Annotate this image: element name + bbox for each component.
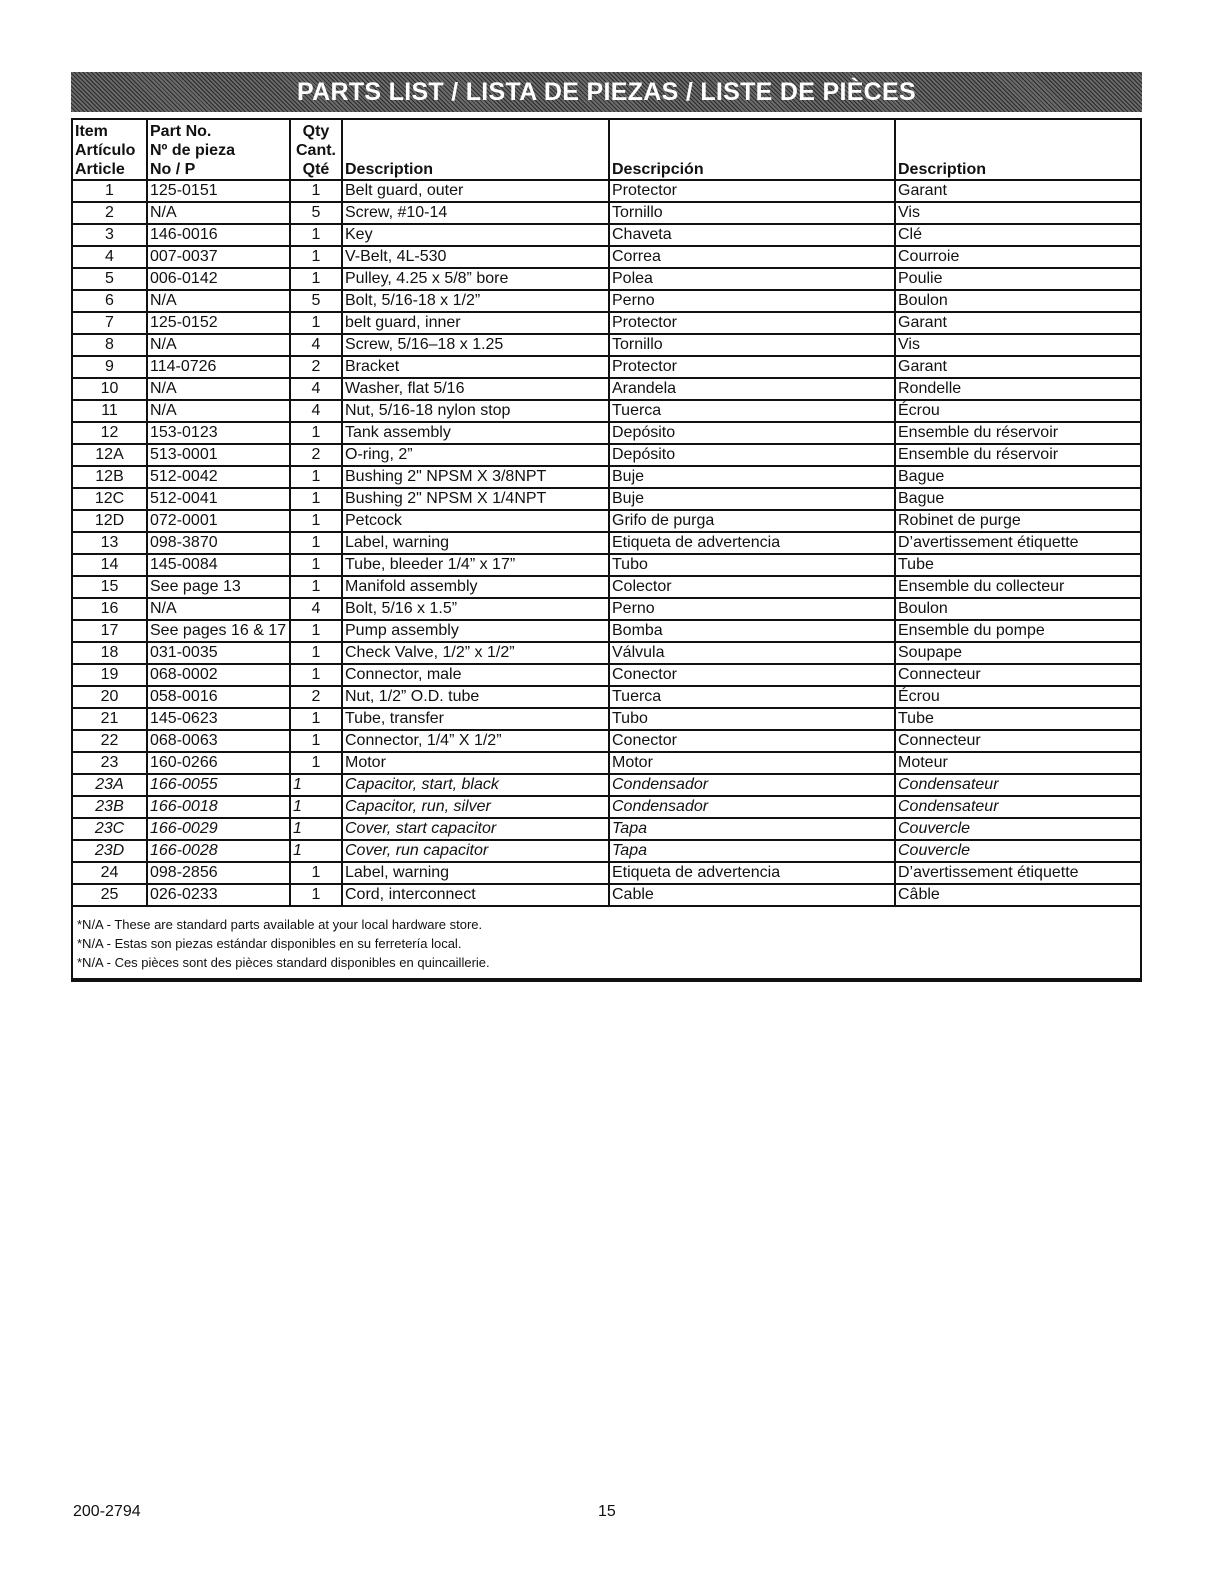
cell-item: 7	[73, 312, 147, 334]
cell-item: 5	[73, 268, 147, 290]
cell-description-es: Conector	[609, 730, 895, 752]
cell-item: 9	[73, 356, 147, 378]
cell-part-no: 026-0233	[147, 884, 290, 906]
cell-description-fr: Condensateur	[895, 796, 1140, 818]
cell-part-no: 006-0142	[147, 268, 290, 290]
cell-description-fr: Câble	[895, 884, 1140, 906]
cell-description-en: Screw, #10-14	[342, 202, 609, 224]
cell-part-no: 145-0623	[147, 708, 290, 730]
cell-description-en: O-ring, 2”	[342, 444, 609, 466]
cell-description-es: Etiqueta de advertencia	[609, 532, 895, 554]
cell-description-fr: Tube	[895, 554, 1140, 576]
cell-description-en: belt guard, inner	[342, 312, 609, 334]
cell-part-no: 512-0042	[147, 466, 290, 488]
table-row	[73, 312, 1140, 334]
cell-description-es: Tuerca	[609, 686, 895, 708]
cell-item: 16	[73, 598, 147, 620]
cell-description-fr: Clé	[895, 224, 1140, 246]
cell-description-en: Cover, run capacitor	[342, 840, 609, 862]
cell-description-es: Depósito	[609, 444, 895, 466]
cell-description-fr: Écrou	[895, 400, 1140, 422]
cell-description-fr: Couvercle	[895, 818, 1140, 840]
cell-description-es: Protector	[609, 180, 895, 202]
col-header-description-en: Description	[342, 120, 609, 180]
table-row	[73, 796, 1140, 818]
cell-qty: 1	[290, 642, 342, 664]
cell-description-en: Bracket	[342, 356, 609, 378]
cell-item: 12B	[73, 466, 147, 488]
cell-description-es: Tuerca	[609, 400, 895, 422]
cell-part-no: 166-0018	[147, 796, 290, 818]
cell-item: 2	[73, 202, 147, 224]
cell-description-es: Grifo de purga	[609, 510, 895, 532]
cell-description-en: Tank assembly	[342, 422, 609, 444]
table-row	[73, 224, 1140, 246]
cell-description-es: Buje	[609, 488, 895, 510]
cell-item: 12	[73, 422, 147, 444]
table-row	[73, 686, 1140, 708]
cell-qty: 1	[290, 708, 342, 730]
cell-description-fr: Ensemble du pompe	[895, 620, 1140, 642]
cell-qty: 1	[290, 510, 342, 532]
cell-qty: 4	[290, 378, 342, 400]
cell-item: 18	[73, 642, 147, 664]
cell-description-fr: Ensemble du réservoir	[895, 422, 1140, 444]
cell-description-en: Bushing 2" NPSM X 3/8NPT	[342, 466, 609, 488]
table-row	[73, 664, 1140, 686]
cell-qty: 1	[290, 884, 342, 906]
cell-description-fr: Boulon	[895, 598, 1140, 620]
cell-qty: 1	[290, 818, 342, 840]
cell-description-fr: Garant	[895, 180, 1140, 202]
cell-description-es: Condensador	[609, 796, 895, 818]
table-row	[73, 422, 1140, 444]
cell-description-fr: Connecteur	[895, 664, 1140, 686]
table-row	[73, 334, 1140, 356]
cell-description-es: Tubo	[609, 708, 895, 730]
table-row	[73, 862, 1140, 884]
footnote-row	[73, 906, 1140, 979]
cell-description-fr: Garant	[895, 356, 1140, 378]
cell-part-no: 513-0001	[147, 444, 290, 466]
cell-description-en: Label, warning	[342, 862, 609, 884]
col-header-item-es: Artículo	[75, 142, 136, 159]
cell-description-fr: Rondelle	[895, 378, 1140, 400]
cell-qty: 1	[290, 488, 342, 510]
cell-item: 23	[73, 752, 147, 774]
cell-item: 23C	[73, 818, 147, 840]
page-title: PARTS LIST / LISTA DE PIEZAS / LISTE DE PIÈCES	[297, 77, 916, 106]
table-row	[73, 620, 1140, 642]
cell-description-en: Nut, 1/2” O.D. tube	[342, 686, 609, 708]
cell-description-fr: Courroie	[895, 246, 1140, 268]
col-header-part-no	[147, 120, 290, 180]
table-row	[73, 840, 1140, 862]
cell-description-es: Condensador	[609, 774, 895, 796]
cell-part-no: 031-0035	[147, 642, 290, 664]
cell-item: 3	[73, 224, 147, 246]
table-row	[73, 356, 1140, 378]
cell-description-fr: Garant	[895, 312, 1140, 334]
parts-list-banner	[71, 72, 1142, 112]
table-row	[73, 444, 1140, 466]
cell-qty: 1	[290, 752, 342, 774]
cell-description-en: Screw, 5/16–18 x 1.25	[342, 334, 609, 356]
cell-description-es: Etiqueta de advertencia	[609, 862, 895, 884]
table-row	[73, 532, 1140, 554]
cell-part-no: 512-0041	[147, 488, 290, 510]
col-header-qty	[290, 120, 342, 180]
table-row	[73, 290, 1140, 312]
col-header-qty-es: Cant.	[296, 142, 336, 159]
table-row	[73, 268, 1140, 290]
parts-table-container	[71, 118, 1142, 982]
cell-part-no: 125-0151	[147, 180, 290, 202]
cell-part-no: 145-0084	[147, 554, 290, 576]
cell-description-en: Cover, start capacitor	[342, 818, 609, 840]
cell-qty: 1	[290, 554, 342, 576]
cell-description-fr: Vis	[895, 202, 1140, 224]
cell-description-en: Cord, interconnect	[342, 884, 609, 906]
cell-part-no: See pages 16 & 17	[147, 620, 290, 642]
cell-qty: 1	[290, 246, 342, 268]
cell-qty: 1	[290, 664, 342, 686]
cell-part-no: 146-0016	[147, 224, 290, 246]
header-row	[73, 120, 1140, 180]
cell-description-en: Tube, transfer	[342, 708, 609, 730]
cell-qty: 1	[290, 422, 342, 444]
cell-part-no: 125-0152	[147, 312, 290, 334]
table-row	[73, 400, 1140, 422]
cell-description-fr: Ensemble du collecteur	[895, 576, 1140, 598]
cell-description-en: Capacitor, run, silver	[342, 796, 609, 818]
table-row	[73, 378, 1140, 400]
cell-part-no: 160-0266	[147, 752, 290, 774]
col-header-description-fr: Description	[895, 120, 1140, 180]
cell-part-no: 098-2856	[147, 862, 290, 884]
cell-description-fr: Moteur	[895, 752, 1140, 774]
cell-description-fr: Couvercle	[895, 840, 1140, 862]
cell-description-es: Chaveta	[609, 224, 895, 246]
cell-description-fr: Vis	[895, 334, 1140, 356]
cell-item: 4	[73, 246, 147, 268]
cell-part-no: 166-0028	[147, 840, 290, 862]
col-header-description-es: Descripción	[609, 120, 895, 180]
cell-description-es: Tapa	[609, 840, 895, 862]
table-row	[73, 884, 1140, 906]
cell-description-en: Pulley, 4.25 x 5/8” bore	[342, 268, 609, 290]
cell-item: 12A	[73, 444, 147, 466]
cell-description-en: Petcock	[342, 510, 609, 532]
cell-item: 24	[73, 862, 147, 884]
cell-item: 8	[73, 334, 147, 356]
cell-part-no: 072-0001	[147, 510, 290, 532]
cell-description-fr: Ensemble du réservoir	[895, 444, 1140, 466]
cell-item: 17	[73, 620, 147, 642]
cell-item: 10	[73, 378, 147, 400]
cell-description-es: Motor	[609, 752, 895, 774]
cell-description-es: Correa	[609, 246, 895, 268]
table-row	[73, 818, 1140, 840]
cell-description-fr: Bague	[895, 488, 1140, 510]
cell-item: 6	[73, 290, 147, 312]
cell-qty: 5	[290, 290, 342, 312]
cell-description-fr: Robinet de purge	[895, 510, 1140, 532]
cell-description-es: Perno	[609, 290, 895, 312]
cell-qty: 4	[290, 400, 342, 422]
cell-qty: 1	[290, 730, 342, 752]
cell-item: 14	[73, 554, 147, 576]
cell-description-en: Tube, bleeder 1/4” x 17”	[342, 554, 609, 576]
cell-item: 23B	[73, 796, 147, 818]
parts-table	[73, 120, 1140, 980]
cell-description-es: Válvula	[609, 642, 895, 664]
cell-description-fr: Condensateur	[895, 774, 1140, 796]
cell-item: 23D	[73, 840, 147, 862]
cell-part-no: N/A	[147, 378, 290, 400]
col-header-part-en: Part No.	[150, 123, 212, 140]
cell-description-fr: D’avertissement étiquette	[895, 862, 1140, 884]
table-row	[73, 598, 1140, 620]
cell-description-es: Tornillo	[609, 202, 895, 224]
cell-qty: 1	[290, 312, 342, 334]
cell-part-no: N/A	[147, 290, 290, 312]
cell-part-no: 007-0037	[147, 246, 290, 268]
cell-item: 12D	[73, 510, 147, 532]
cell-description-en: Connector, 1/4” X 1/2”	[342, 730, 609, 752]
cell-description-es: Bomba	[609, 620, 895, 642]
cell-part-no: 153-0123	[147, 422, 290, 444]
cell-qty: 1	[290, 620, 342, 642]
col-header-qty-en: Qty	[302, 123, 330, 140]
cell-description-fr: Écrou	[895, 686, 1140, 708]
cell-qty: 1	[290, 774, 342, 796]
table-row	[73, 466, 1140, 488]
table-row	[73, 752, 1140, 774]
cell-description-es: Tubo	[609, 554, 895, 576]
cell-item: 12C	[73, 488, 147, 510]
col-header-item	[73, 120, 147, 180]
cell-part-no: N/A	[147, 400, 290, 422]
col-header-item-fr: Article	[75, 161, 125, 178]
table-row	[73, 180, 1140, 202]
table-row	[73, 510, 1140, 532]
col-header-qty-fr: Qté	[302, 161, 330, 178]
table-row	[73, 488, 1140, 510]
cell-item: 23A	[73, 774, 147, 796]
cell-description-es: Protector	[609, 356, 895, 378]
cell-description-en: Connector, male	[342, 664, 609, 686]
cell-description-fr: Tube	[895, 708, 1140, 730]
cell-qty: 1	[290, 576, 342, 598]
table-row	[73, 708, 1140, 730]
cell-description-en: Manifold assembly	[342, 576, 609, 598]
cell-part-no: See page 13	[147, 576, 290, 598]
cell-description-fr: Boulon	[895, 290, 1140, 312]
cell-description-es: Tapa	[609, 818, 895, 840]
cell-description-es: Polea	[609, 268, 895, 290]
cell-qty: 1	[290, 180, 342, 202]
cell-qty: 5	[290, 202, 342, 224]
col-header-item-en: Item	[75, 123, 108, 140]
table-row	[73, 730, 1140, 752]
cell-description-en: Nut, 5/16-18 nylon stop	[342, 400, 609, 422]
cell-part-no: 166-0055	[147, 774, 290, 796]
table-row	[73, 554, 1140, 576]
cell-description-en: Bushing 2" NPSM X 1/4NPT	[342, 488, 609, 510]
cell-description-en: Capacitor, start, black	[342, 774, 609, 796]
cell-description-en: Motor	[342, 752, 609, 774]
cell-item: 13	[73, 532, 147, 554]
cell-description-en: V-Belt, 4L-530	[342, 246, 609, 268]
cell-description-en: Belt guard, outer	[342, 180, 609, 202]
cell-description-es: Arandela	[609, 378, 895, 400]
col-header-part-es: Nº de pieza	[150, 142, 235, 159]
cell-qty: 2	[290, 444, 342, 466]
cell-item: 22	[73, 730, 147, 752]
cell-item: 25	[73, 884, 147, 906]
cell-part-no: 068-0063	[147, 730, 290, 752]
cell-qty: 1	[290, 796, 342, 818]
cell-description-fr: Poulie	[895, 268, 1140, 290]
cell-description-es: Colector	[609, 576, 895, 598]
cell-description-en: Washer, flat 5/16	[342, 378, 609, 400]
footnote-es: *N/A - Estas son piezas estándar disponibles en su ferretería local.	[77, 936, 462, 951]
cell-qty: 1	[290, 268, 342, 290]
cell-description-fr: Soupape	[895, 642, 1140, 664]
table-row	[73, 246, 1140, 268]
table-row	[73, 642, 1140, 664]
cell-qty: 1	[290, 840, 342, 862]
page-number: 15	[598, 1503, 616, 1520]
cell-description-es: Protector	[609, 312, 895, 334]
cell-qty: 1	[290, 466, 342, 488]
cell-description-fr: Bague	[895, 466, 1140, 488]
cell-qty: 1	[290, 532, 342, 554]
cell-part-no: N/A	[147, 598, 290, 620]
cell-description-en: Label, warning	[342, 532, 609, 554]
table-row	[73, 576, 1140, 598]
col-header-part-fr: No / P	[150, 161, 196, 178]
cell-qty: 2	[290, 356, 342, 378]
cell-description-en: Key	[342, 224, 609, 246]
cell-description-es: Conector	[609, 664, 895, 686]
footnotes	[73, 906, 1140, 979]
cell-item: 21	[73, 708, 147, 730]
cell-item: 1	[73, 180, 147, 202]
table-row	[73, 202, 1140, 224]
cell-description-en: Pump assembly	[342, 620, 609, 642]
footnote-fr: *N/A - Ces pièces sont des pièces standard disponibles en quincaillerie.	[77, 955, 490, 970]
cell-part-no: 114-0726	[147, 356, 290, 378]
cell-item: 11	[73, 400, 147, 422]
cell-part-no: 058-0016	[147, 686, 290, 708]
cell-description-en: Bolt, 5/16 x 1.5”	[342, 598, 609, 620]
cell-description-en: Check Valve, 1/2” x 1/2”	[342, 642, 609, 664]
cell-qty: 1	[290, 862, 342, 884]
cell-description-es: Perno	[609, 598, 895, 620]
document-number: 200-2794	[73, 1503, 141, 1520]
cell-qty: 4	[290, 598, 342, 620]
footnote-en: *N/A - These are standard parts available at your local hardware store.	[77, 917, 483, 932]
cell-item: 19	[73, 664, 147, 686]
cell-description-es: Depósito	[609, 422, 895, 444]
cell-description-es: Buje	[609, 466, 895, 488]
cell-item: 20	[73, 686, 147, 708]
cell-qty: 2	[290, 686, 342, 708]
cell-part-no: 098-3870	[147, 532, 290, 554]
cell-description-es: Tornillo	[609, 334, 895, 356]
cell-part-no: N/A	[147, 334, 290, 356]
cell-item: 15	[73, 576, 147, 598]
cell-qty: 4	[290, 334, 342, 356]
cell-part-no: 166-0029	[147, 818, 290, 840]
cell-description-fr: Connecteur	[895, 730, 1140, 752]
cell-qty: 1	[290, 224, 342, 246]
cell-part-no: 068-0002	[147, 664, 290, 686]
cell-description-es: Cable	[609, 884, 895, 906]
table-row	[73, 774, 1140, 796]
cell-part-no: N/A	[147, 202, 290, 224]
cell-description-en: Bolt, 5/16-18 x 1/2”	[342, 290, 609, 312]
cell-description-fr: D’avertissement étiquette	[895, 532, 1140, 554]
